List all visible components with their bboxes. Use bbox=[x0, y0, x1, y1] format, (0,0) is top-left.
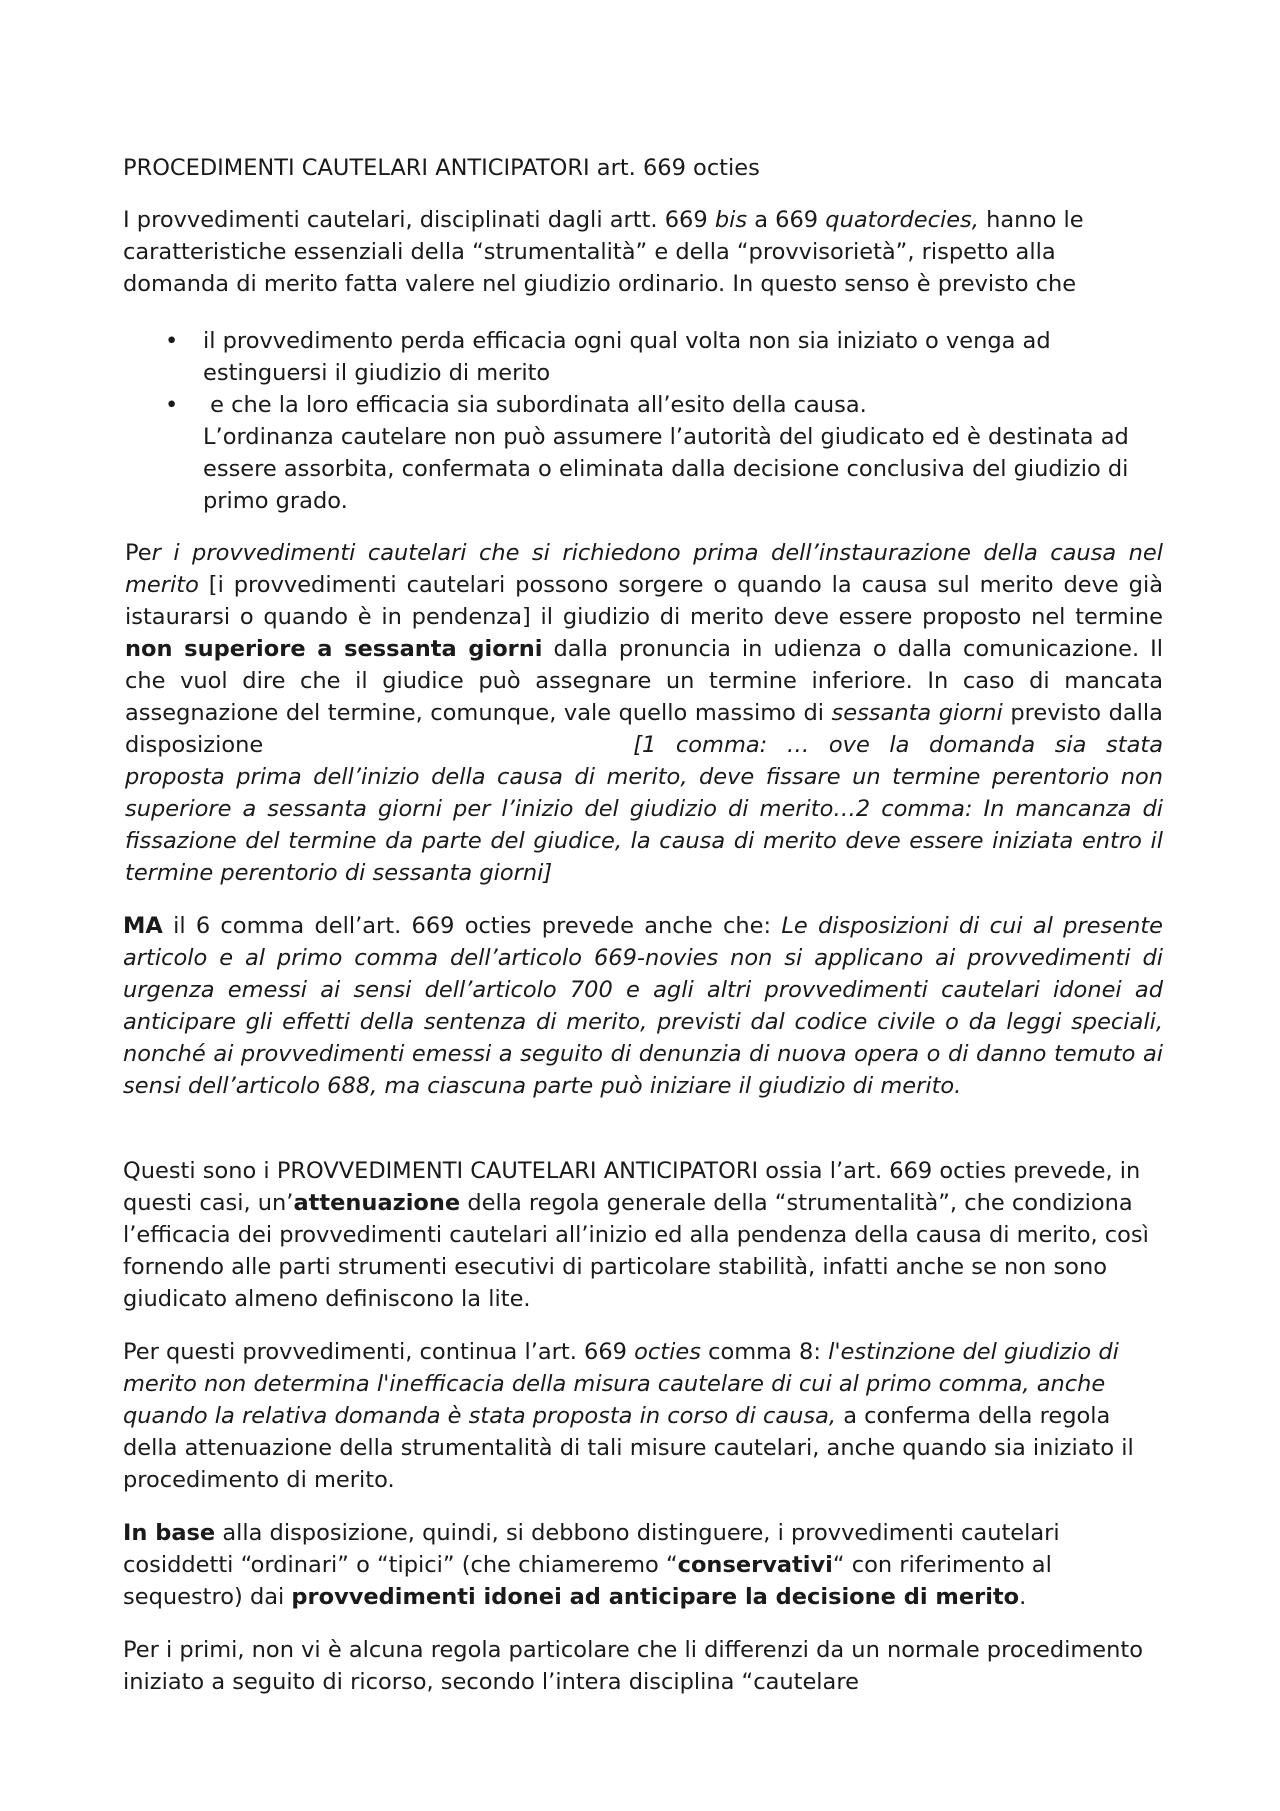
text-run-bold: conservativi bbox=[677, 1552, 833, 1578]
text-run: Per questi provvedimenti, continua l’art. 669 bbox=[123, 1339, 635, 1365]
text-run-italic: l'estinzione del giudizio di merito non determina l'inefficacia della misura cautelare di cui al primo comma, anche quando la relativa domanda è stata proposta in corso di causa, bbox=[123, 1339, 1119, 1429]
text-run: “ con riferimento al sequestro) dai bbox=[123, 1552, 1052, 1610]
text-run: Pe bbox=[125, 540, 152, 566]
document-title: PROCEDIMENTI CAUTELARI ANTICIPATORI art. 669 octies bbox=[123, 155, 760, 181]
text-run: hanno le caratteristiche essenziali della “strumentalità” e della “provvisorietà”, rispetto alla domanda di merito fatta valere nel giudizio ordinario. In questo senso è previsto che bbox=[123, 207, 1084, 297]
text-run: della regola generale della “strumentalità”, che condiziona l’efficacia dei provvedimenti cautelari all’inizio ed alla pendenza della causa di merito, così fornendo alle parti strumenti esecutivi di particolare stabilità, infatti anche se non sono giudicato almeno definiscono la lite. bbox=[123, 1190, 1149, 1312]
bullet-icon: • bbox=[165, 392, 179, 418]
text-run-italic: sessanta giorni bbox=[831, 700, 1003, 726]
text-run: a 669 bbox=[747, 207, 826, 233]
text-run-italic: [1 comma: … ove la domanda sia stata proposta prima dell’inizio della causa di merito, deve fissare un termine perentorio non superiore a sessanta giorni per l’inizio del giudizio di merito…2 comma: In mancanza di fissazione del termine da parte del giudice, la causa di merito deve essere iniziata entro il termine perentorio di sessanta giorni] bbox=[125, 732, 1163, 886]
paragraph-termine bbox=[125, 537, 1163, 889]
text-run: comma 8: bbox=[700, 1339, 829, 1365]
text-run: [i provvedimenti cautelari possono sorgere o quando la causa sul merito deve già istaurarsi o quando è in pendenza] il giudizio di merito deve essere proposto nel termine bbox=[125, 572, 1163, 630]
paragraph-sesto-comma bbox=[123, 910, 1163, 1102]
paragraph-anticipatori bbox=[123, 1155, 1163, 1315]
text-run-italic: r i provvedimenti cautelari che si richiedono prima dell’instaurazione della causa nel merito bbox=[125, 540, 1163, 598]
text-run-bold: In base bbox=[123, 1520, 216, 1546]
text-run-italic: octies bbox=[634, 1339, 701, 1365]
text-run-bold: MA bbox=[123, 913, 163, 939]
paragraph-primi bbox=[123, 1634, 1163, 1698]
text-run-italic: quatordecies, bbox=[825, 207, 979, 233]
text-run-bold: non superiore a sessanta giorni bbox=[125, 636, 543, 662]
text-run: alla disposizione, quindi, si debbono distinguere, i provvedimenti cautelari cosiddetti “ordinari” o “tipici” (che chiameremo “ bbox=[123, 1520, 1060, 1578]
text-run-bold: provvedimenti idonei ad anticipare la decisione di merito bbox=[291, 1584, 1020, 1610]
text-run-bold: attenuazione bbox=[293, 1190, 461, 1216]
list-item-text: e che la loro efficacia sia subordinata all’esito della causa. bbox=[203, 392, 867, 418]
text-run-italic: Le disposizioni di cui al presente articolo e al primo comma dell’articolo 669-novies non si applicano ai provvedimenti di urgenza emessi ai sensi dell’articolo 700 e agli altri provvedimenti cautelari idonei ad anticipare gli effetti della sentenza di merito, previsti dal codice civile o da leggi speciali, nonché ai provvedimenti emessi a seguito di denunzia di nuova opera o di danno temuto ai sensi dell’articolo 688, ma ciascuna parte può iniziare il giudizio di merito. bbox=[123, 913, 1164, 1099]
text-run: Per i primi, non vi è alcuna regola particolare che li differenzi da un normale procedimento iniziato a seguito di ricorso, secondo l’intera disciplina “cautelare bbox=[123, 1637, 1143, 1695]
text-run: a conferma della regola della attenuazione della strumentalità di tali misure cautelari, anche quando sia iniziato il procedimento di merito. bbox=[123, 1403, 1134, 1493]
text-run: dalla pronuncia in udienza o dalla comunicazione. Il che vuol dire che il giudice può assegnare un termine inferiore. In caso di mancata assegnazione del termine, comunque, vale quello massimo di bbox=[125, 636, 1163, 726]
paragraph-intro bbox=[123, 204, 1163, 300]
text-run: I provvedimenti cautelari, disciplinati dagli artt. 669 bbox=[123, 207, 715, 233]
list-item bbox=[123, 325, 1163, 389]
bullet-list bbox=[123, 325, 1163, 517]
text-run: previsto dalla disposizione bbox=[125, 700, 1163, 758]
bullet-icon: • bbox=[165, 328, 179, 354]
text-run: il 6 comma dell’art. 669 octies prevede anche che: bbox=[162, 913, 782, 939]
text-run-italic: bis bbox=[714, 207, 748, 233]
list-item bbox=[123, 389, 1163, 517]
text-run: Questi sono i PROVVEDIMENTI CAUTELARI ANTICIPATORI ossia l’art. 669 octies prevede, in questi casi, un’ bbox=[123, 1158, 1141, 1216]
list-item-text: L’ordinanza cautelare non può assumere l’autorità del giudicato ed è destinata ad essere assorbita, confermata o eliminata dalla decisione conclusiva del giudizio di primo grado. bbox=[203, 424, 1136, 514]
list-item-text: il provvedimento perda efficacia ogni qual volta non sia iniziato o venga ad estinguersi il giudizio di merito bbox=[203, 328, 1051, 386]
paragraph-distinzione bbox=[123, 1517, 1163, 1613]
text-run: . bbox=[1019, 1584, 1027, 1610]
paragraph-comma-otto bbox=[123, 1336, 1163, 1496]
